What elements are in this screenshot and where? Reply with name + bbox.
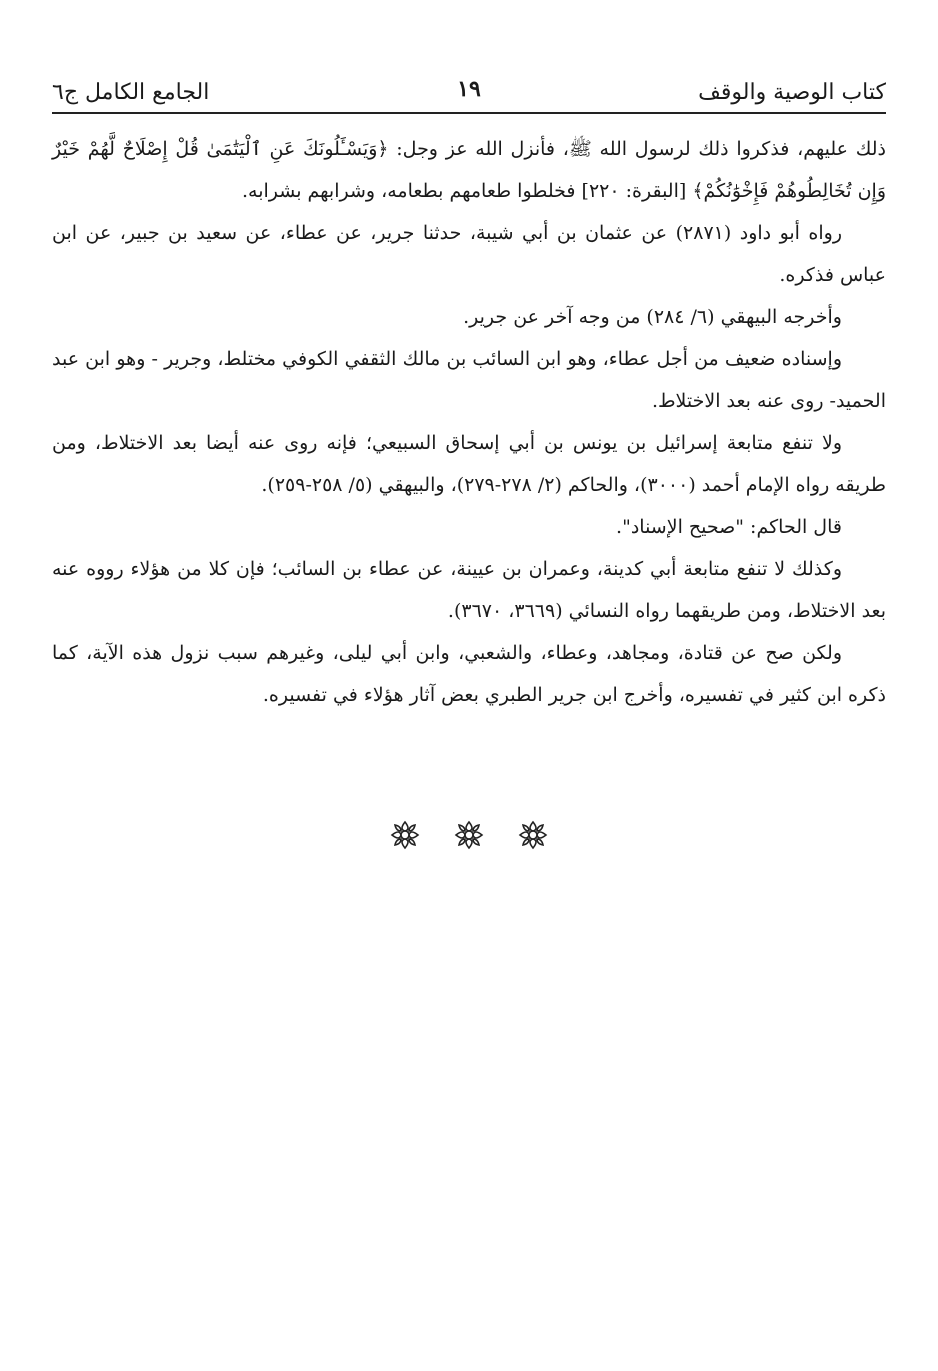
paragraph: ولا تنفع متابعة إسرائيل بن يونس بن أبي إسحاق السبيعي؛ فإنه روى عنه أيضا بعد الاختلاط، ومن طريقه رواه الإمام أحمد (٣٠٠٠)، والحاكم (٢/ ٢٧٨-٢٧٩)، والبيهقي (٥/ ٢٥٨-٢٥٩). — [52, 432, 886, 496]
paragraph: وإسناده ضعيف من أجل عطاء، وهو ابن السائب بن مالك الثقفي الكوفي مختلط، وجرير - وهو ابن عبد الحميد- روى عنه بعد الاختلاط. — [52, 348, 886, 412]
paragraph: قال الحاكم: "صحيح الإسناد". — [616, 516, 842, 538]
section-end-ornaments — [0, 820, 938, 850]
paragraph: ولكن صح عن قتادة، ومجاهد، وعطاء، والشعبي، وابن أبي ليلى، وغيرهم سبب نزول هذه الآية، كما ذكره ابن كثير في تفسيره، وأخرج ابن جرير الطبري بعض آثار هؤلاء في تفسيره. — [52, 642, 886, 706]
floral-ornament-icon — [390, 820, 420, 850]
volume-title: الجامع الكامل ج٦ — [52, 79, 210, 105]
paragraph: ذلك عليهم، فذكروا ذلك لرسول الله ﷺ، فأنزل الله عز وجل: ﴿وَيَسْـَٔلُونَكَ عَنِ ٱلْيَتَٰمَىٰ قُلْ إِصْلَاحٌ لَّهُمْ خَيْرٌ وَإِن تُخَالِطُوهُمْ فَإِخْوَٰنُكُمْ﴾ [البقرة: ٢٢٠] فخلطوا طعامهم بطعامه، وشرابهم بشرابه. — [52, 138, 886, 202]
paragraph: وكذلك لا تنفع متابعة أبي كدينة، وعمران بن عيينة، عن عطاء بن السائب؛ فإن كلا من هؤلاء رووه عنه بعد الاختلاط، ومن طريقهما رواه النسائي (٣٦٦٩، ٣٦٧٠). — [52, 558, 886, 622]
header-rule — [52, 112, 886, 114]
paragraph: رواه أبو داود (٢٨٧١) عن عثمان بن أبي شيبة، حدثنا جرير، عن عطاء، عن سعيد بن جبير، عن ابن عباس فذكره. — [52, 222, 886, 286]
page-header — [52, 62, 886, 106]
paragraph: وأخرجه البيهقي (٦/ ٢٨٤) من وجه آخر عن جرير. — [463, 306, 842, 328]
book-title: كتاب الوصية والوقف — [698, 79, 886, 105]
page-body — [52, 128, 886, 716]
floral-ornament-icon — [454, 820, 484, 850]
page-number: ١٩ — [457, 75, 481, 102]
floral-ornament-icon — [518, 820, 548, 850]
